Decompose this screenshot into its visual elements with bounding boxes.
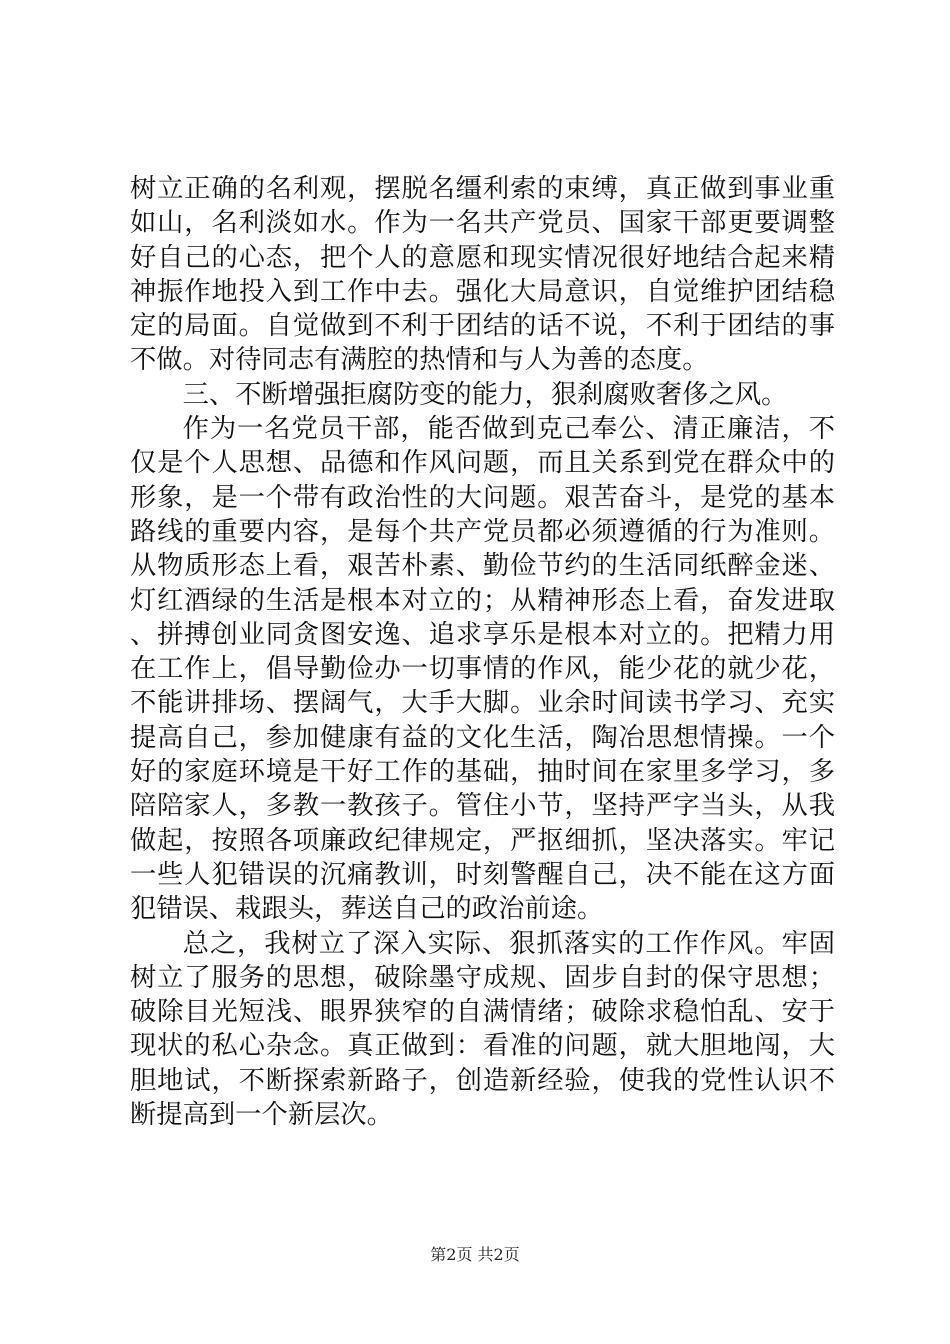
paragraph-summary: 总之，我树立了深入实际、狠抓落实的工作作风。牢固树立了服务的思想，破除墨守成规、固步自封的保守思想；破除目光短浅、眼界狭窄的自满情绪；破除求稳怕乱、安于现状的私心杂念。真正做到：看准的问题，就大胆地闯，大胆地试，不断探索新路子，创造新经验，使我的党性认识不断提高到一个新层次。 — [130, 928, 835, 1131]
paragraph-1: 树立正确的名利观，摆脱名缰利索的束缚，真正做到事业重如山，名利淡如水。作为一名共产党员、国家干部更要调整好自己的心态，把个人的意愿和现实情况很好地结合起来精神振作地投入到工作中去。强化大局意识，自觉维护团结稳定的局面。自觉做到不利于团结的话不说，不利于团结的事不做。对待同志有满腔的热情和与人为善的态度。 — [130, 174, 835, 376]
document-body — [130, 172, 835, 1132]
paragraph-2: 作为一名党员干部，能否做到克己奉公、清正廉洁，不仅是个人思想、品德和作风问题，而且关系到党在群众中的形象，是一个带有政治性的大问题。艰苦奋斗，是党的基本路线的重要内容，是每个共产党员都必须遵循的行为准则。从物质形态上看，艰苦朴素、勤俭节约的生活同纸醉金迷、灯红酒绿的生活是根本对立的；从精神形态上看，奋发进取、拼搏创业同贪图安逸、追求享乐是根本对立的。把精力用在工作上，倡导勤俭办一切事情的作风，能少花的就少花，不能讲排场、摆阔气，大手大脚。业余时间读书学习、充实提高自己，参加健康有益的文化生活，陶冶思想情操。一个好的家庭环境是干好工作的基础，抽时间在家里多学习，多陪陪家人，多教一教孩子。管住小节，坚持严字当头，从我做起，按照各项廉政纪律规定，严抠细抓，坚决落实。牢记一些人犯错误的沉痛教训，时刻警醒自己，决不能在这方面犯错误、栽跟头，葬送自己的政治前途。 — [130, 414, 835, 925]
page-footer: 第2页 共2页 — [430, 1245, 520, 1264]
section-heading-3: 三、不断增强拒腐防变的能力，狠刹腐败奢侈之风。 — [182, 379, 788, 410]
